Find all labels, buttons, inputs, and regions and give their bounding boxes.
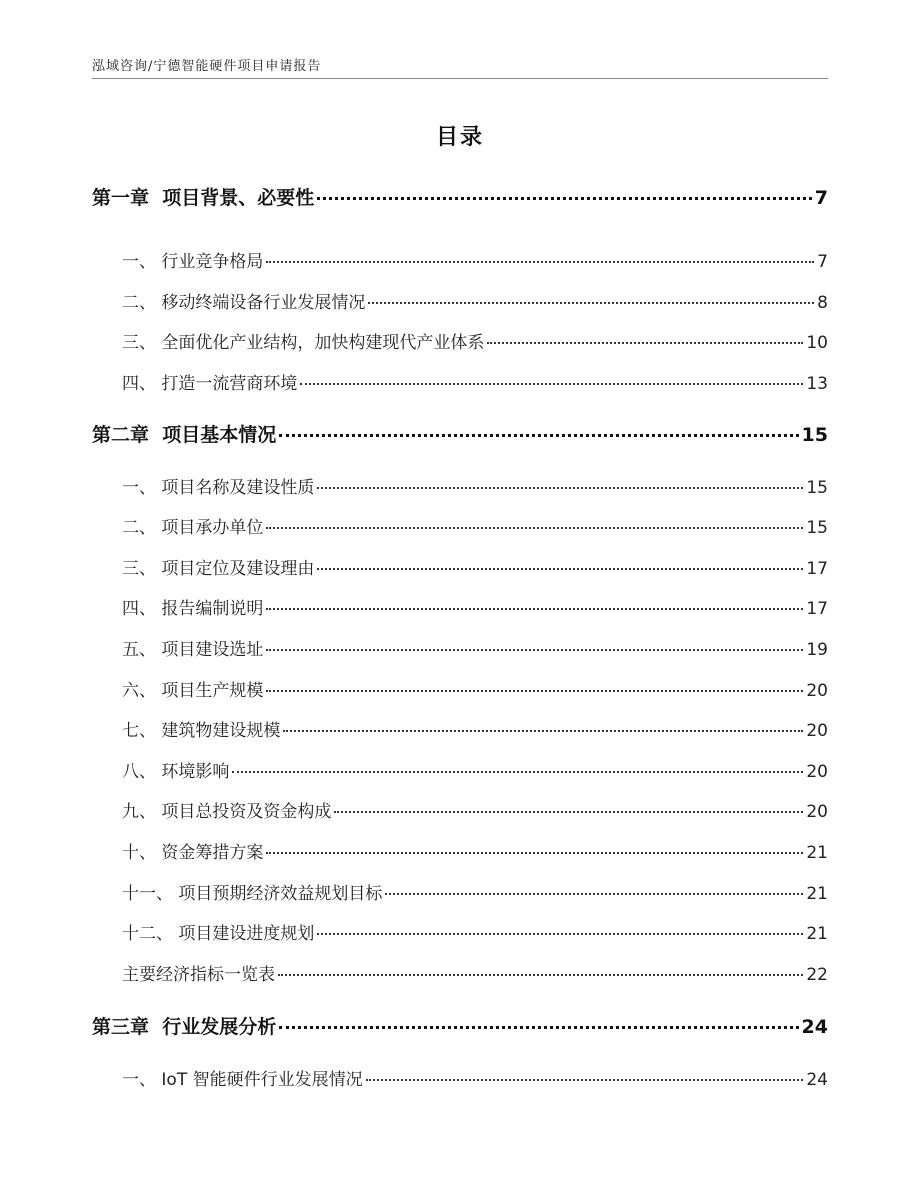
toc-leader-dots [317,568,803,570]
toc-page-number: 21 [806,843,828,863]
toc-page-number: 15 [801,424,828,446]
toc-entry-label: 十、 资金筹措方案 [122,843,264,863]
toc-leader-dots [317,933,803,935]
toc-leader-dots [317,487,803,489]
toc-page-number: 24 [806,1070,828,1090]
toc-section[interactable] [92,879,828,904]
toc-leader-dots [266,852,803,854]
toc-page-number: 20 [806,762,828,782]
toc-leader-dots [317,197,812,200]
toc-page-number: 20 [806,681,828,701]
toc-section[interactable] [92,473,828,498]
toc-section[interactable] [92,797,828,822]
toc-leader-dots [232,771,803,773]
toc-section[interactable] [92,247,828,272]
toc-page-number: 21 [806,884,828,904]
toc-entry-label: 六、 项目生产规模 [122,681,264,701]
toc-entry-label: 十一、 项目预期经济效益规划目标 [122,884,383,904]
toc-leader-dots [366,1079,804,1081]
toc-page-number: 17 [806,599,828,619]
toc-title: 目录 [435,125,484,150]
toc-section[interactable] [92,838,828,863]
toc-leader-dots [385,893,803,895]
toc-section[interactable] [92,919,828,944]
toc-leader-dots [266,690,803,692]
toc-leader-dots [278,974,803,976]
running-header: 泓域咨询/宁德智能硬件项目申请报告 [92,59,322,74]
toc-section[interactable] [92,757,828,782]
toc-page-number: 22 [806,965,828,985]
toc-page-number: 7 [814,187,828,209]
toc-leader-dots [279,434,798,437]
toc-entry-label: 二、 项目承办单位 [122,518,264,538]
toc-page-number: 20 [806,802,828,822]
toc-entry-label: 十二、 项目建设进度规划 [122,924,315,944]
toc-entry-label: 第二章 项目基本情况 [92,424,277,446]
toc-page-number: 13 [806,374,828,394]
toc-section[interactable] [92,554,828,579]
toc-leader-dots [266,527,803,529]
toc-entry-label: 第一章 项目背景、必要性 [92,187,315,209]
toc-page-number: 21 [806,924,828,944]
toc-entry-label: 七、 建筑物建设规模 [122,721,281,741]
toc-section[interactable] [92,594,828,619]
toc-entry-label: 八、 环境影响 [122,762,230,782]
toc-page-number: 15 [806,478,828,498]
toc-section[interactable] [92,960,828,985]
toc-entry-label: 四、 打造一流营商环境 [122,374,298,394]
toc-entry-label: 五、 项目建设选址 [122,640,264,660]
toc-entry-label: 三、 项目定位及建设理由 [122,559,315,579]
toc-chapter-2[interactable] [92,420,828,447]
toc-leader-dots [487,342,803,344]
toc-leader-dots [266,261,814,263]
toc-section[interactable] [92,288,828,313]
toc-leader-dots [266,649,803,651]
toc-entry-label: 第三章 行业发展分析 [92,1016,277,1038]
toc-leader-dots [334,811,803,813]
toc-entry-label: 三、 全面优化产业结构，加快构建现代产业体系 [122,333,485,353]
toc-entry-label: 一、 IoT 智能硬件行业发展情况 [122,1070,363,1090]
toc-section[interactable] [92,635,828,660]
toc-leader-dots [368,302,814,304]
toc-chapter-1[interactable] [92,183,828,210]
toc-entry-label: 九、 项目总投资及资金构成 [122,802,332,822]
toc-section[interactable] [92,1065,828,1090]
toc-entry-label: 二、 移动终端设备行业发展情况 [122,293,366,313]
toc-page-number: 17 [806,559,828,579]
toc-entry-label: 一、 行业竞争格局 [122,252,264,272]
toc-page-number: 10 [806,333,828,353]
toc-leader-dots [279,1026,798,1029]
toc-section[interactable] [92,369,828,394]
toc-leader-dots [266,608,803,610]
toc-entry-label: 一、 项目名称及建设性质 [122,478,315,498]
toc-chapter-3[interactable] [92,1012,828,1039]
toc-page-number: 24 [801,1016,828,1038]
toc-page-number: 15 [806,518,828,538]
toc-page-number: 19 [806,640,828,660]
toc-section[interactable] [92,328,828,353]
toc-section[interactable] [92,513,828,538]
toc-entry-label: 四、 报告编制说明 [122,599,264,619]
toc-section[interactable] [92,676,828,701]
toc-page-number: 7 [817,252,828,272]
toc-leader-dots [283,730,803,732]
toc-section[interactable] [92,716,828,741]
toc-leader-dots [300,383,803,385]
header-rule [92,78,828,79]
toc-page-number: 20 [806,721,828,741]
toc-entry-label: 主要经济指标一览表 [122,965,275,985]
toc-page-number: 8 [817,293,828,313]
